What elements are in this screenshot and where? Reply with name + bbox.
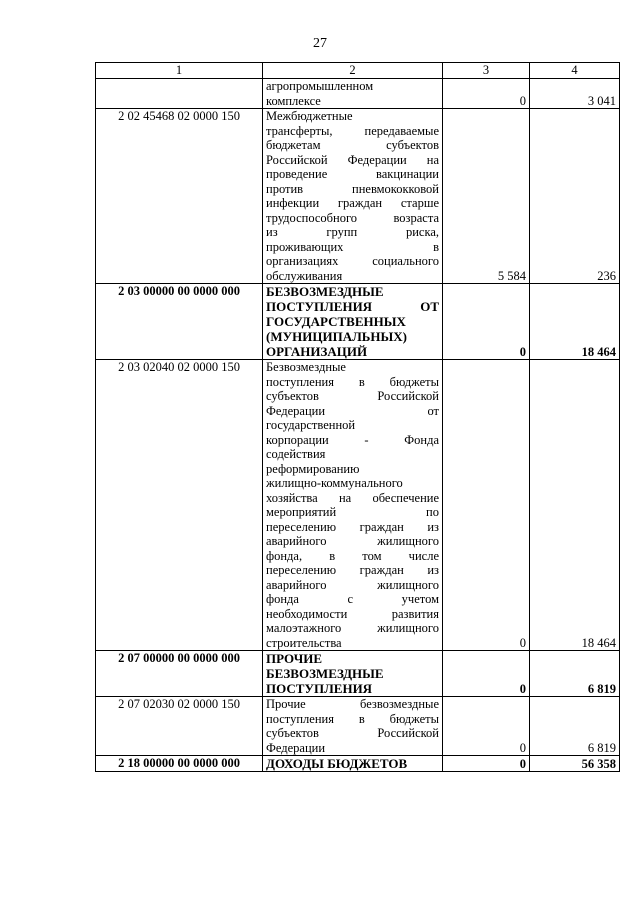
revenue-name-line: государственной bbox=[266, 418, 356, 432]
revenue-name-line: субъектов Российской bbox=[266, 389, 439, 403]
revenue-name-line: ПОСТУПЛЕНИЯ bbox=[266, 681, 373, 696]
revenue-name-line: Безвозмездные bbox=[266, 360, 346, 374]
revenue-name-cell bbox=[263, 360, 443, 651]
revenue-name-line: проживающих в bbox=[266, 239, 439, 254]
revenue-name-line: субъектов Российской bbox=[266, 726, 439, 740]
revenue-name-line: из групп риска, bbox=[266, 225, 439, 239]
revenue-name-line: ПРОЧИЕ bbox=[266, 651, 323, 666]
revenue-name-cell bbox=[263, 651, 443, 697]
revenue-name-line: фонда, в том числе bbox=[266, 548, 439, 563]
revenue-name-line: жилищно-коммунального bbox=[266, 476, 403, 490]
revenue-name-cell bbox=[263, 284, 443, 360]
revenue-name-line: организациях социального bbox=[266, 254, 439, 268]
revenue-name-line: трансферты, передаваемые bbox=[266, 123, 439, 138]
revenue-name-line: Федерации от bbox=[266, 403, 439, 418]
column-3-value: 5 584 bbox=[443, 109, 530, 284]
column-3-value: 0 bbox=[443, 756, 530, 772]
revenue-name-line: проведение вакцинации bbox=[266, 167, 439, 181]
revenue-name-line: хозяйства на обеспечение bbox=[266, 490, 439, 505]
revenue-name-line: аварийного жилищного bbox=[266, 534, 439, 548]
budget-code-cell: 2 02 45468 02 0000 150 bbox=[96, 109, 263, 284]
revenue-name-line: бюджетам субъектов bbox=[266, 138, 439, 152]
budget-code-cell: 2 07 02030 02 0000 150 bbox=[96, 697, 263, 756]
revenue-name-line: инфекции граждан старше bbox=[266, 196, 439, 210]
column-3-value: 0 bbox=[443, 284, 530, 360]
revenue-name-line: поступления в бюджеты bbox=[266, 374, 439, 389]
table-row bbox=[96, 651, 620, 697]
revenue-name-line: БЕЗВОЗМЕЗДНЫЕ bbox=[266, 666, 384, 681]
budget-code-cell: 2 03 00000 00 0000 000 bbox=[96, 284, 263, 360]
revenue-name-line: ГОСУДАРСТВЕННЫХ bbox=[266, 314, 406, 329]
budget-revenue-table bbox=[95, 62, 620, 772]
table-row bbox=[96, 109, 620, 284]
revenue-name-line: фонда с учетом bbox=[266, 592, 439, 606]
revenue-name-line: малоэтажного жилищного bbox=[266, 621, 439, 635]
column-4-value: 236 bbox=[530, 109, 620, 284]
revenue-name-cell bbox=[263, 79, 443, 109]
revenue-name-line: Российской Федерации на bbox=[266, 152, 439, 167]
budget-code-cell: 2 03 02040 02 0000 150 bbox=[96, 360, 263, 651]
revenue-name-line: поступления в бюджеты bbox=[266, 711, 439, 726]
revenue-name-line: ПОСТУПЛЕНИЯ ОТ bbox=[266, 299, 439, 314]
column-header-1: 1 bbox=[96, 63, 263, 79]
revenue-name-line: обслуживания bbox=[266, 268, 343, 283]
revenue-name-line: корпорации - Фонда bbox=[266, 432, 439, 447]
column-4-value: 3 041 bbox=[530, 79, 620, 109]
table-row bbox=[96, 360, 620, 651]
table-row bbox=[96, 756, 620, 772]
revenue-name-line: необходимости развития bbox=[266, 606, 439, 621]
column-4-value: 18 464 bbox=[530, 284, 620, 360]
column-header-2: 2 bbox=[263, 63, 443, 79]
revenue-name-cell bbox=[263, 756, 443, 772]
revenue-name-cell bbox=[263, 697, 443, 756]
revenue-name-cell bbox=[263, 109, 443, 284]
column-4-value: 6 819 bbox=[530, 697, 620, 756]
budget-code-cell: 2 18 00000 00 0000 000 bbox=[96, 756, 263, 772]
revenue-name-line: БЕЗВОЗМЕЗДНЫЕ bbox=[266, 284, 384, 299]
revenue-name-line: переселению граждан из bbox=[266, 519, 439, 534]
column-header-4: 4 bbox=[530, 63, 620, 79]
revenue-name-line: Межбюджетные bbox=[266, 109, 353, 123]
revenue-name-line: против пневмококковой bbox=[266, 181, 439, 196]
column-4-value: 56 358 bbox=[530, 756, 620, 772]
revenue-name-line: переселению граждан из bbox=[266, 563, 439, 577]
revenue-name-line: трудоспособного возраста bbox=[266, 210, 439, 225]
budget-code-cell: 2 07 00000 00 0000 000 bbox=[96, 651, 263, 697]
revenue-name-line: строительства bbox=[266, 635, 342, 650]
revenue-name-line: аварийного жилищного bbox=[266, 577, 439, 592]
column-header-3: 3 bbox=[443, 63, 530, 79]
column-3-value: 0 bbox=[443, 360, 530, 651]
revenue-name-line: содействия bbox=[266, 447, 326, 461]
revenue-name-line: Федерации bbox=[266, 740, 326, 755]
revenue-name-line: реформированию bbox=[266, 461, 360, 476]
revenue-name-line: ДОХОДЫ БЮДЖЕТОВ bbox=[266, 756, 408, 771]
table-row bbox=[96, 697, 620, 756]
column-4-value: 6 819 bbox=[530, 651, 620, 697]
revenue-name-line: (МУНИЦИПАЛЬНЫХ) bbox=[266, 329, 407, 344]
revenue-name-line: агропромышленном bbox=[266, 79, 374, 93]
table-row bbox=[96, 284, 620, 360]
column-3-value: 0 bbox=[443, 697, 530, 756]
column-4-value: 18 464 bbox=[530, 360, 620, 651]
revenue-name-line: ОРГАНИЗАЦИЙ bbox=[266, 344, 368, 359]
revenue-name-line: Прочие безвозмездные bbox=[266, 697, 439, 711]
column-3-value: 0 bbox=[443, 79, 530, 109]
revenue-name-line: мероприятий по bbox=[266, 505, 439, 519]
table-body bbox=[96, 79, 620, 772]
page-number: 27 bbox=[313, 36, 327, 51]
table-row bbox=[96, 79, 620, 109]
column-3-value: 0 bbox=[443, 651, 530, 697]
budget-code-cell bbox=[96, 79, 263, 109]
revenue-name-line: комплексе bbox=[266, 93, 321, 108]
table-header-row bbox=[96, 63, 620, 79]
